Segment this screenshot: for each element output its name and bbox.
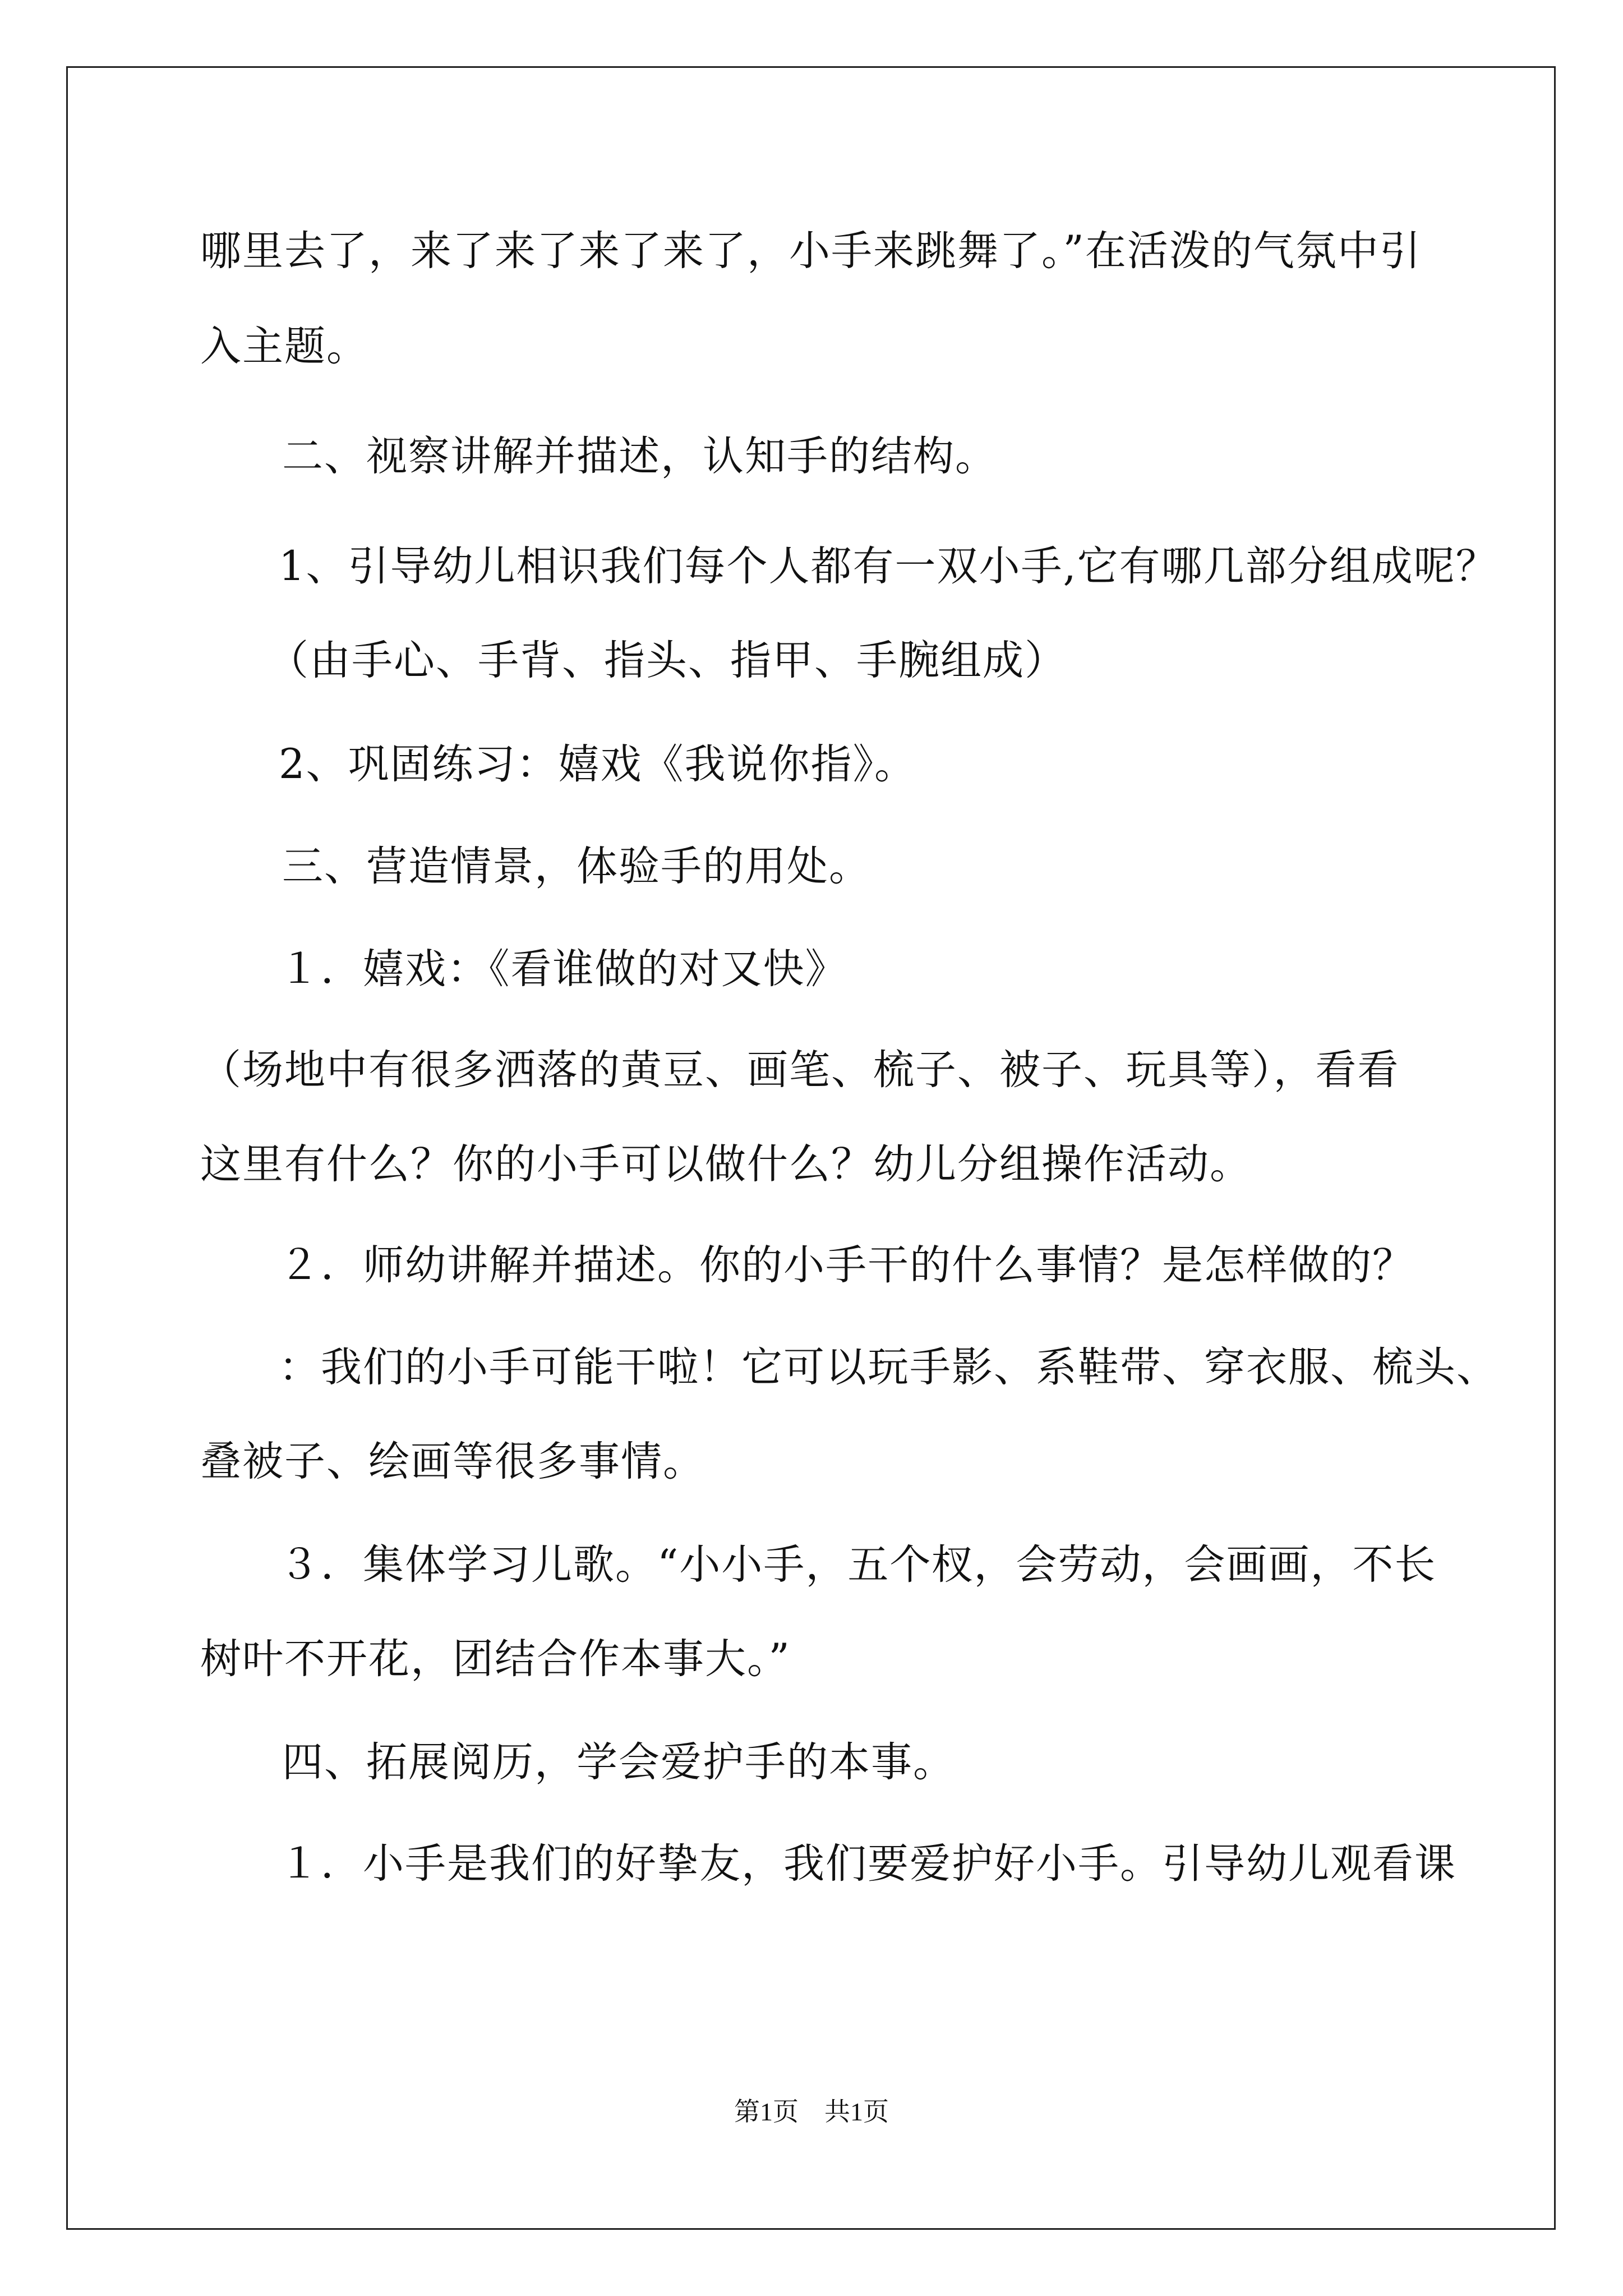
text-line: 二、视察讲解并描述，认知手的结构。 bbox=[282, 432, 997, 480]
text-line: 叠被子、绘画等很多事情。 bbox=[200, 1438, 705, 1485]
text-line: 1、引导幼儿相识我们每个人都有一双小手,它有哪几部分组成呢？ bbox=[279, 542, 1498, 590]
text-line: １．嬉戏：《看谁做的对又快》 bbox=[279, 945, 847, 993]
text-line: 2、巩固练习：嬉戏《我说你指》。 bbox=[279, 740, 916, 788]
text-line: ：我们的小手可能干啦！它可以玩手影、系鞋带、穿衣服、梳头、 bbox=[279, 1343, 1498, 1391]
page-total: 共1页 bbox=[824, 2097, 889, 2126]
text-line: 入主题。 bbox=[200, 323, 368, 370]
text-line: （场地中有很多洒落的黄豆、画笔、梳子、被子、玩具等），看看 bbox=[200, 1046, 1400, 1094]
text-line: 树叶不开花，团结合作本事大。” bbox=[200, 1635, 791, 1683]
text-line: ３．集体学习儿歌。“小小手，五个杈，会劳动，会画画，不长 bbox=[279, 1541, 1437, 1589]
text-line: 哪里去了，来了来了来了来了，小手来跳舞了。”在活泼的气氛中引 bbox=[200, 227, 1422, 275]
text-line: ２．师幼讲解并描述。你的小手干的什么事情？是怎样做的？ bbox=[279, 1241, 1414, 1289]
page-footer bbox=[0, 2095, 1623, 2129]
page-number: 第1页 bbox=[734, 2097, 799, 2126]
text-line: １．小手是我们的好挚友，我们要爱护好小手。引导幼儿观看课 bbox=[279, 1840, 1456, 1888]
text-line: （由手心、手背、指头、指甲、手腕组成） bbox=[268, 637, 1067, 684]
text-line: 三、营造情景，体验手的用处。 bbox=[282, 843, 871, 890]
text-line: 这里有什么？你的小手可以做什么？幼儿分组操作活动。 bbox=[200, 1140, 1252, 1188]
text-line: 四、拓展阅历，学会爱护手的本事。 bbox=[282, 1738, 955, 1786]
